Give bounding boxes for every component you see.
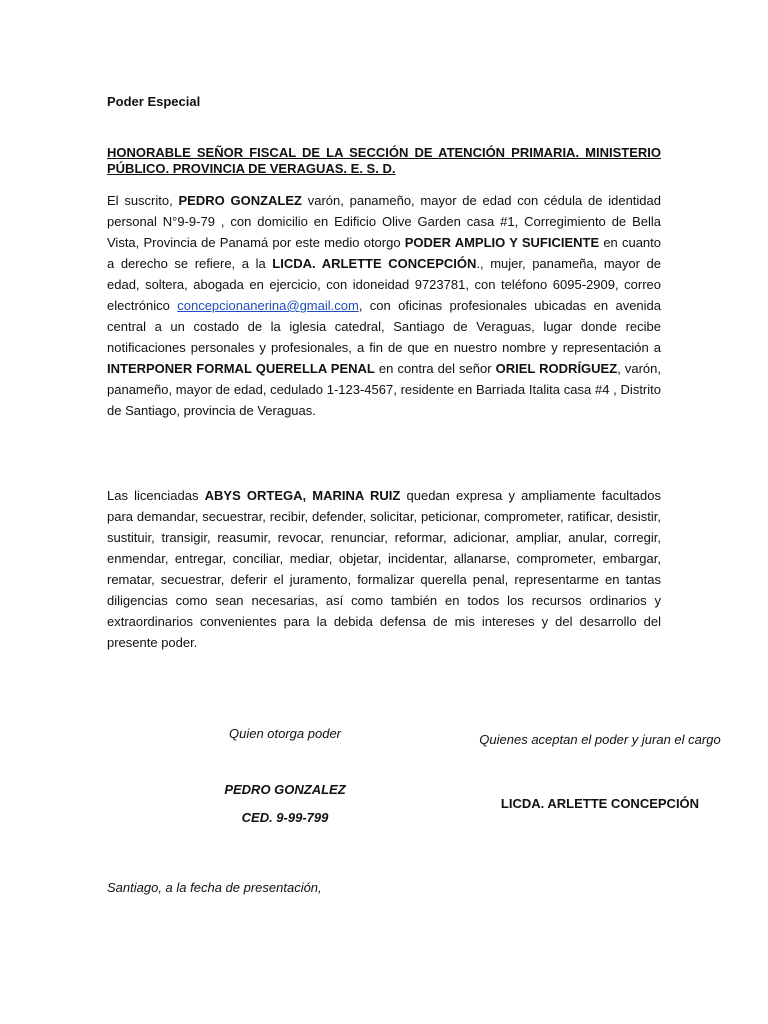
p2-text-1: Las licenciadas xyxy=(107,488,205,503)
addressee-heading: HONORABLE SEÑOR FISCAL DE LA SECCIÓN DE ATENCIÓN PRIMARIA. MINISTERIO PÚBLICO. PROVINCIA DE VERAGUAS. E. S. D. xyxy=(107,145,661,176)
p2-text-2: quedan expresa y ampliamente facultados para demandar, secuestrar, recibir, defender, solicitar, peticionar, comprometer, ratificar, desistir, sustituir, transigir, reasumir, revocar, renunciar, reformar, adicionar, ampliar, anular, corregir, enmendar, entregar, conciliar, mediar, objetar, incidentar, allanarse, comprometer, embargar, rematar, secuestrar, deferir el juramento, formalizar querella penal, representarme en tantas diligencias como sean necesarias, así como también en todos los recursos ordinarios y extraordinarios convenientes para la debida defensa de mis intereses y del desarrollo del presente poder. xyxy=(107,488,661,650)
grantor-name-bold: PEDRO GONZALEZ xyxy=(178,193,302,208)
p1-text-3: en cuanto a derecho se refiere, a la xyxy=(107,235,661,271)
p1-text-4: ., mujer, panameña, mayor de edad, soltera, abogada en ejercicio, con idoneidad 9723781, con teléfono 6095-2909, correo electrónico xyxy=(107,256,662,313)
grantor-signature-name: PEDRO GONZALEZ xyxy=(224,782,346,797)
p1-text-1: El suscrito, xyxy=(107,193,179,208)
defendant-name-bold: ORIEL RODRÍGUEZ xyxy=(495,361,618,376)
paragraph-faculties xyxy=(107,485,661,653)
document-title: Poder Especial xyxy=(107,94,201,109)
p1-text-7: , varón, panameño, mayor de edad, cedulado 1-123-4567, residente en Barriada Italita casa #4 , Distrito de Santiago, provincia de Veraguas. xyxy=(107,361,661,418)
action-bold: INTERPONER FORMAL QUERELLA PENAL xyxy=(107,361,375,376)
p1-text-2: varón, panameño, mayor de edad con cédula de identidad personal N°9-9-79 , con domicilio en Edificio Olive Garden casa #1, Corregimiento de Bella Vista, Provincia de Panamá por este medio otorgo xyxy=(107,193,661,250)
grantor-signature-label: Quien otorga poder xyxy=(228,726,342,741)
grantee-signature-name: LICDA. ARLETTE CONCEPCIÓN xyxy=(500,796,700,811)
attorney-name-bold: LICDA. ARLETTE CONCEPCIÓN xyxy=(272,256,477,271)
grantor-id-number: CED. 9-99-799 xyxy=(241,810,329,825)
p1-text-6: en contra del señor xyxy=(374,361,496,376)
paragraph-grant xyxy=(107,190,661,421)
power-type-bold: PODER AMPLIO Y SUFICIENTE xyxy=(404,235,600,250)
grantee-signature-label: Quienes aceptan el poder y juran el cargo xyxy=(479,732,721,747)
lawyers-names-bold: ABYS ORTEGA, MARINA RUIZ xyxy=(204,488,401,503)
p1-text-5: , con oficinas profesionales ubicadas en avenida central a un costado de la iglesia catedral, Santiago de Veraguas, lugar donde recibe notificaciones personales y profesionales, a fin de que en nuestro nombre y representación a xyxy=(107,298,661,355)
email-link[interactable]: concepcionanerina@gmail.com xyxy=(177,298,359,313)
place-date-line: Santiago, a la fecha de presentación, xyxy=(107,880,322,895)
